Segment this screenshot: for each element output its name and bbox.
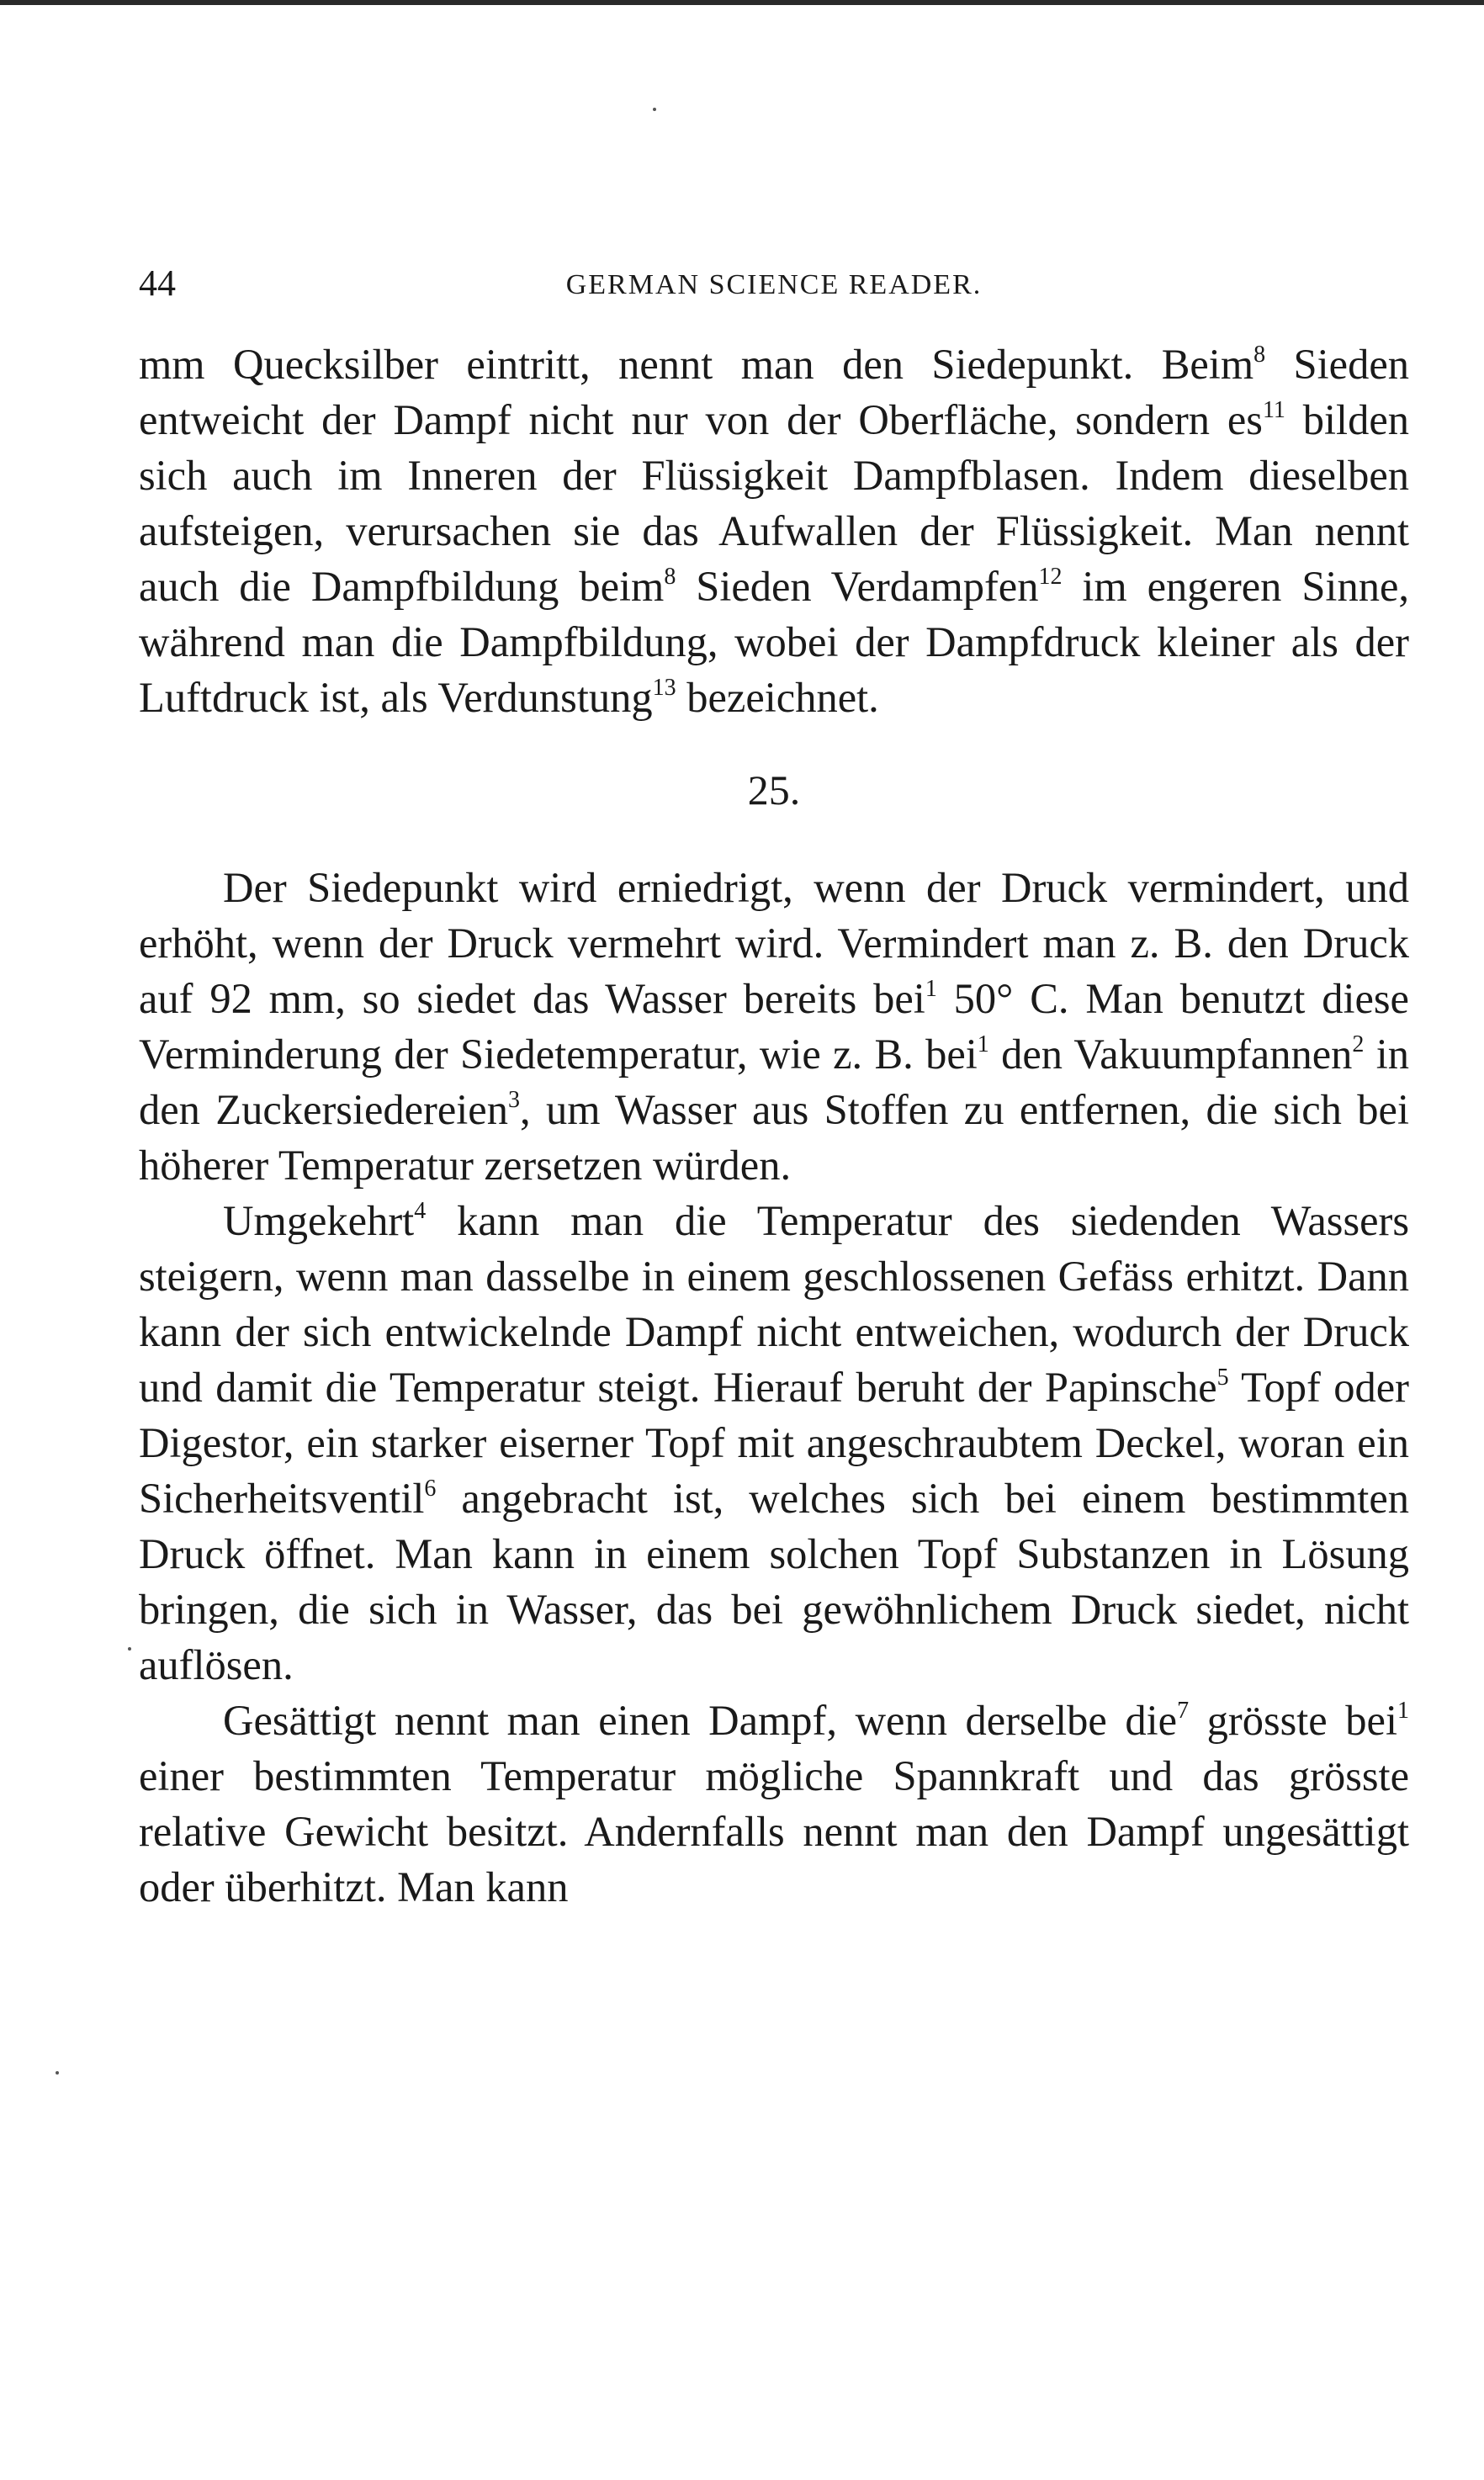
footnote-ref: 3 bbox=[507, 1087, 520, 1113]
text-run: den Vakuumpfannen bbox=[988, 1031, 1353, 1078]
text-run: angebracht ist, welches sich bei einem bestimmten Druck öffnet. Man kann in einem solchen Topf Substanzen in Lösung bringen, die sich in Wasser, das bei gewöhnlichem Druck siedet, nicht auflösen. bbox=[139, 1475, 1409, 1688]
footnote-ref: 8 bbox=[1253, 342, 1266, 368]
print-speck bbox=[653, 108, 656, 111]
footnote-ref: 7 bbox=[1177, 1698, 1190, 1724]
footnote-ref: 6 bbox=[424, 1476, 437, 1502]
page-header bbox=[139, 262, 1409, 305]
text-run: Sieden entweicht der Dampf nicht nur von der Oberfläche, sondern es bbox=[139, 341, 1409, 443]
text-run: mm Quecksilber eintritt, nennt man den Siedepunkt. Beim bbox=[139, 341, 1254, 388]
paragraph bbox=[139, 860, 1409, 1193]
footnote-ref: 12 bbox=[1038, 564, 1063, 590]
text-run: bilden sich auch im Inneren der Flüssigkeit Dampfblasen. Indem dieselben aufsteigen, verursachen sie das Aufwallen der Flüssigkeit. Man nennt auch die Dampfbildung beim bbox=[139, 396, 1409, 610]
page-number: 44 bbox=[139, 262, 176, 304]
paragraph bbox=[139, 1693, 1409, 1915]
text-run: , um Wasser aus Stoffen zu entfernen, die sich bei höherer Temperatur zersetzen würden. bbox=[139, 1086, 1409, 1189]
text-run: im engeren Sinne, während man die Dampfbildung, wobei der Dampfdruck kleiner als der Luftdruck ist, als Verdunstung bbox=[139, 563, 1410, 721]
footnote-ref: 1 bbox=[977, 1031, 989, 1057]
text-run: Gesättigt nennt man einen Dampf, wenn derselbe die bbox=[223, 1697, 1178, 1744]
text-run: in den Zuckersiedereien bbox=[139, 1031, 1409, 1133]
page-body bbox=[139, 336, 1409, 1915]
section-number: 25. bbox=[747, 766, 801, 813]
footnote-ref: 4 bbox=[414, 1198, 427, 1224]
footnote-ref: 2 bbox=[1352, 1031, 1365, 1057]
text-run: 50° C. Man benutzt diese Verminderung der Siedetemperatur, wie z. B. bei bbox=[139, 975, 1409, 1078]
text-run: grösste bei bbox=[1189, 1697, 1398, 1744]
footnote-ref: 5 bbox=[1216, 1365, 1229, 1391]
footnote-ref: 8 bbox=[664, 564, 676, 590]
footnote-ref: 11 bbox=[1262, 397, 1285, 423]
page-top-edge bbox=[0, 0, 1484, 5]
text-run: Topf oder Digestor, ein starker eiserner Topf mit angeschraubtem Deckel, woran ein Sicherheitsventil bbox=[139, 1364, 1409, 1522]
text-run: bezeichnet. bbox=[676, 674, 879, 721]
print-speck bbox=[128, 1647, 131, 1651]
footnote-ref: 13 bbox=[652, 675, 676, 701]
text-run: einer bestimmten Temperatur mögliche Spannkraft und das grösste relative Gewicht besitzt. Andernfalls nennt man den Dampf ungesättigt oder überhitzt. Man kann bbox=[139, 1752, 1409, 1910]
text-run: Sieden Verdampfen bbox=[676, 563, 1039, 610]
text-run: kann man die Temperatur des siedenden Wassers steigern, wenn man dasselbe in einem geschlossenen Gefäss erhitzt. Dann kann der sich entwickelnde Dampf nicht entweichen, wodurch der Druck und damit die Temperatur steigt. Hierauf beruht der Papinsche bbox=[139, 1197, 1409, 1411]
text-run: Umgekehrt bbox=[223, 1197, 415, 1244]
footnote-ref: 1 bbox=[1397, 1698, 1410, 1724]
running-head: GERMAN SCIENCE READER. bbox=[565, 269, 983, 300]
footnote-ref: 1 bbox=[925, 976, 937, 1002]
continued-paragraph bbox=[139, 336, 1409, 725]
paragraph bbox=[139, 1193, 1409, 1693]
text-run: Der Siedepunkt wird erniedrigt, wenn der Druck vermindert, und erhöht, wenn der Druck vermehrt wird. Vermindert man z. B. den Druck auf 92 mm, so siedet das Wasser bereits bei bbox=[139, 864, 1409, 1022]
print-speck bbox=[56, 2071, 59, 2075]
